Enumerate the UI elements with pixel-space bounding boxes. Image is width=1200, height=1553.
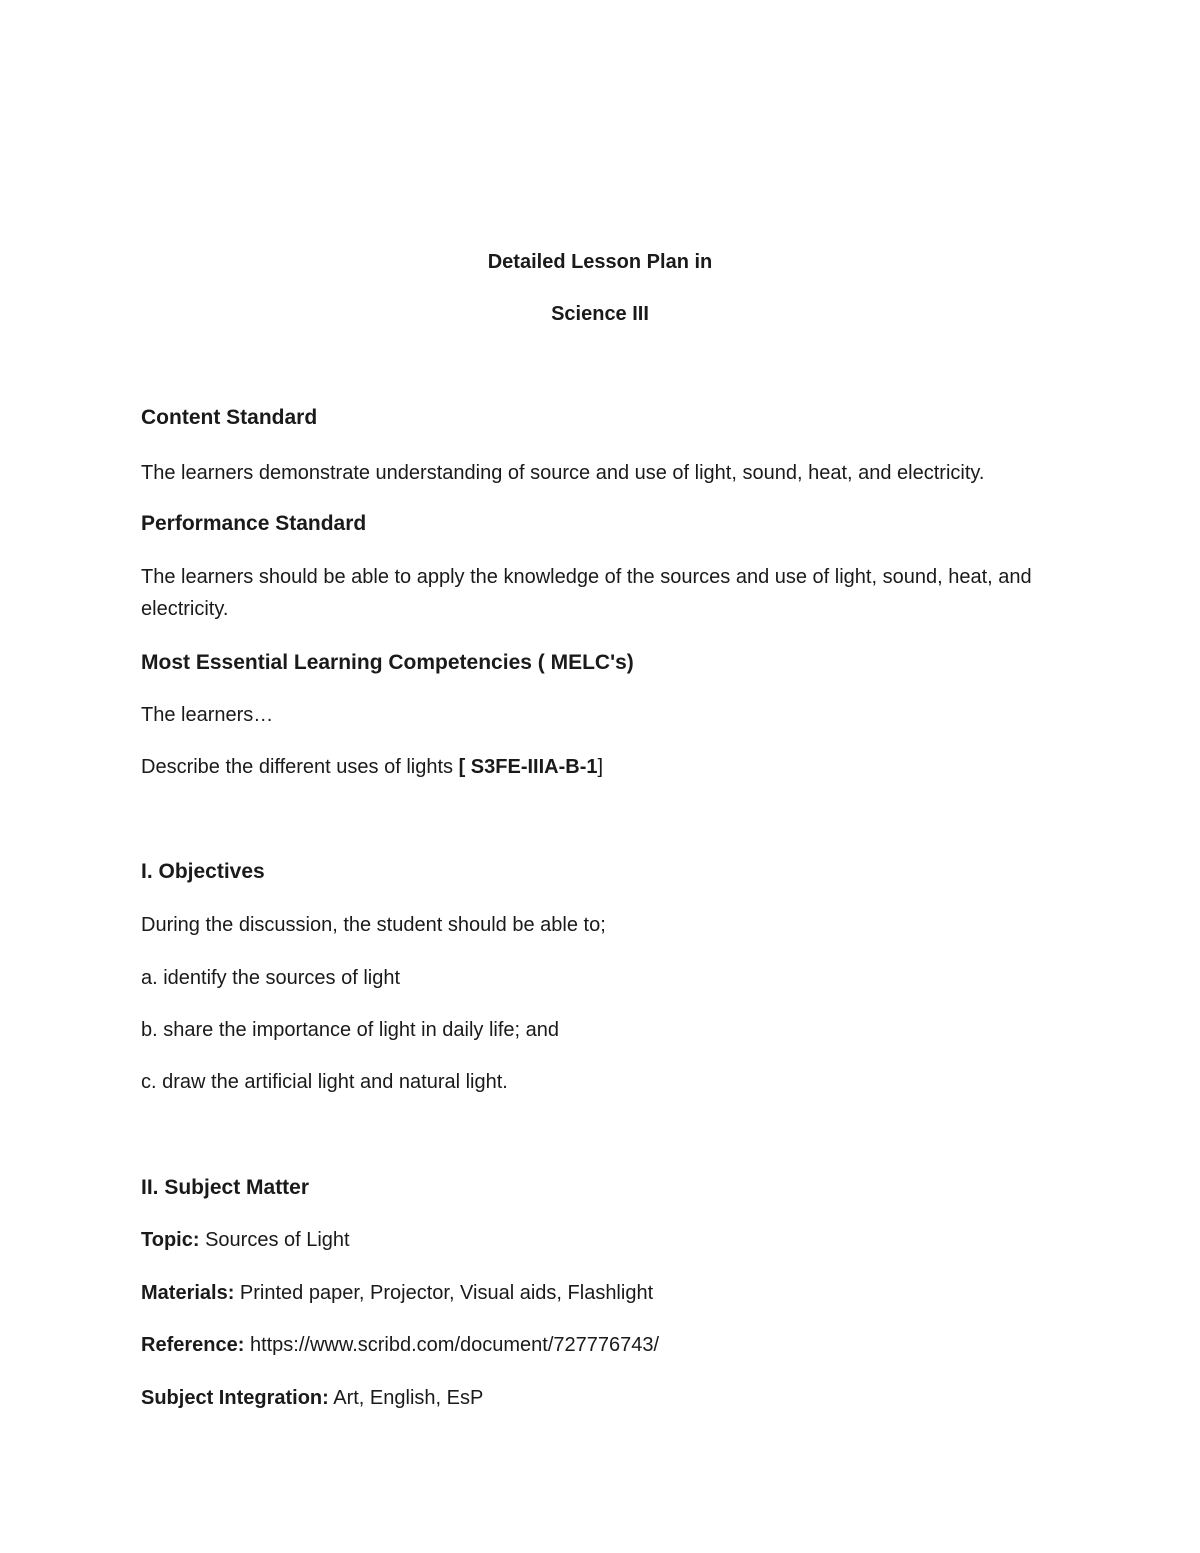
melcs-competency — [141, 754, 603, 780]
reference-value: https://www.scribd.com/document/727776743/ — [244, 1334, 660, 1356]
content-standard-text: The learners demonstrate understanding of source and use of light, sound, heat, and electricity. — [141, 462, 985, 484]
competency-text: Describe the different uses of lights — [141, 756, 459, 778]
competency-code-open: [ — [458, 756, 471, 778]
reference-label: Reference: — [141, 1334, 245, 1356]
topic-row — [141, 1227, 350, 1253]
objective-item: a. identify the sources of light — [141, 967, 401, 989]
performance-standard-heading: Performance Standard — [141, 512, 367, 535]
reference-row — [141, 1332, 659, 1358]
document-subtitle: Science III — [551, 303, 649, 325]
topic-value: Sources of Light — [199, 1229, 350, 1251]
document-title: Detailed Lesson Plan in — [487, 251, 713, 273]
topic-label: Topic: — [141, 1229, 200, 1251]
materials-label: Materials: — [141, 1282, 235, 1304]
objectives-heading: I. Objectives — [141, 860, 265, 883]
competency-code-close: ] — [597, 756, 604, 778]
subject-matter-heading: II. Subject Matter — [141, 1176, 310, 1199]
content-standard-heading: Content Standard — [141, 406, 318, 429]
objective-item: b. share the importance of light in daily life; and — [141, 1019, 560, 1041]
melcs-intro: The learners… — [141, 704, 274, 726]
materials-row — [141, 1280, 653, 1306]
melcs-heading: Most Essential Learning Competencies ( MELC's) — [141, 651, 634, 674]
integration-value: Art, English, EsP — [328, 1387, 484, 1409]
objectives-intro: During the discussion, the student should be able to; — [141, 914, 606, 936]
competency-code: S3FE-IIIA-B-1 — [470, 756, 598, 778]
integration-row — [141, 1385, 483, 1411]
objective-item: c. draw the artificial light and natural light. — [141, 1071, 508, 1093]
integration-label: Subject Integration: — [141, 1387, 329, 1409]
materials-value: Printed paper, Projector, Visual aids, Flashlight — [234, 1282, 654, 1304]
performance-standard-text: The learners should be able to apply the knowledge of the sources and use of light, sound, heat, and electricity. — [141, 566, 1032, 620]
